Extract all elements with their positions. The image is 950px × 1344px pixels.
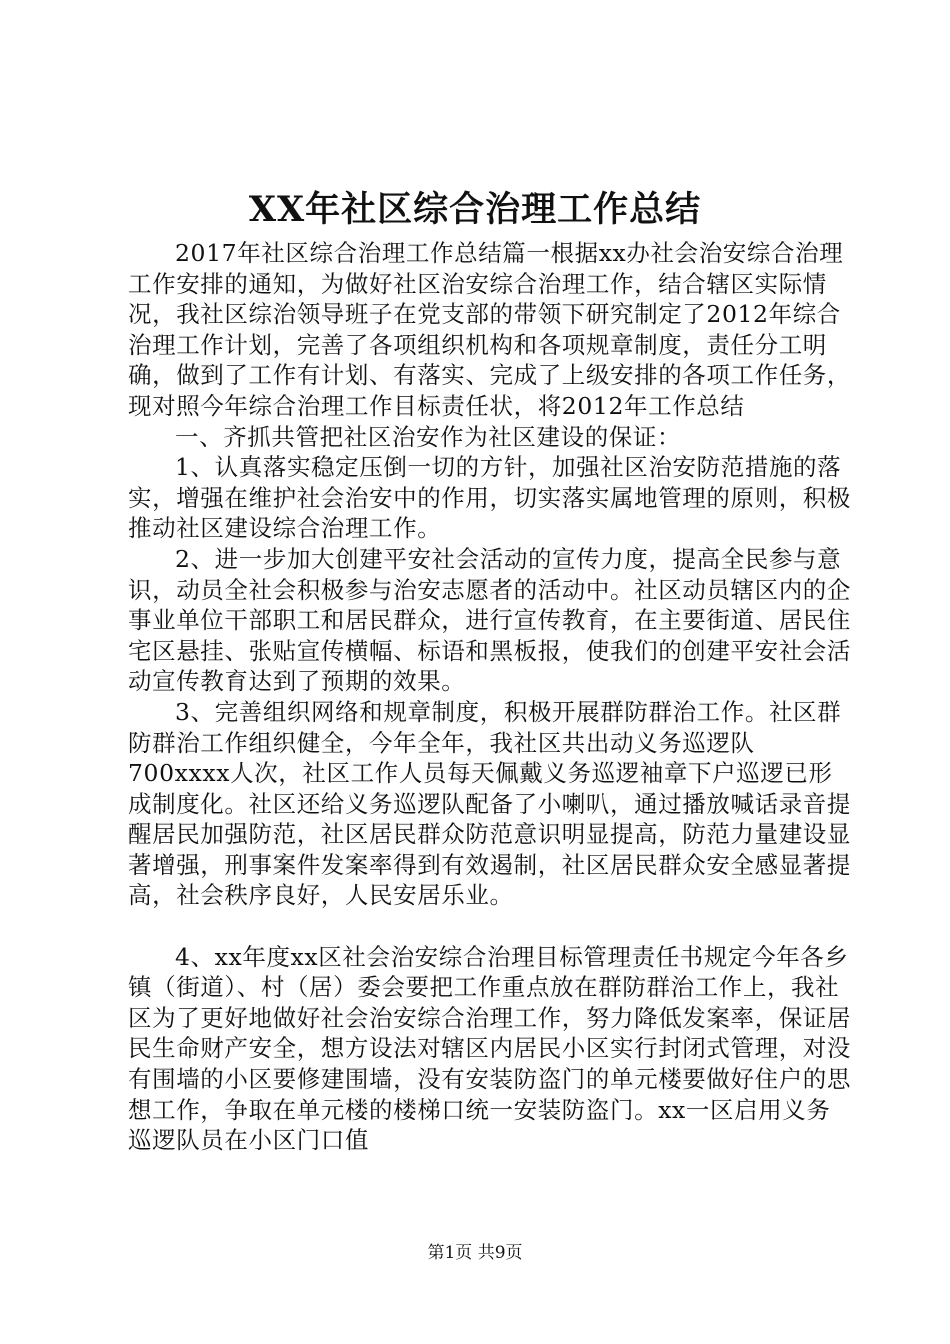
paragraph-item-4: 4、xx年度xx区社会治安综合治理目标管理责任书规定今年各乡镇（街道）、村（居）委会要把工作重点放在群防群治工作上，我社区为了更好地做好社会治安综合治理工作，努力降低发案率，保证居民生命财产安全，想方设法对辖区内居民小区实行封闭式管理，对没有围墙的小区要修建围墙，没有安装防盗门的单元楼要做好住户的思想工作，争取在单元楼的楼梯口统一安装防盗门。xx一区启用义务巡逻队员在小区门口值 — [128, 942, 851, 1155]
paragraph-item-1: 1、认真落实稳定压倒一切的方针，加强社区治安防范措施的落实，增强在维护社会治安中的作用，切实落实属地管理的原则，积极推动社区建设综合治理工作。 — [128, 453, 851, 543]
document-title: XX年社区综合治理工作总结 — [248, 189, 702, 230]
paragraph-item-2: 2、进一步加大创建平安社会活动的宣传力度，提高全民参与意识，动员全社会积极参与治安志愿者的活动中。社区动员辖区内的企事业单位干部职工和居民群众，进行宣传教育，在主要街道、居民住宅区悬挂、张贴宣传横幅、标语和黑板报，使我们的创建平安社会活动宣传教育达到了预期的效果。 — [128, 544, 851, 696]
paragraph-item-3: 3、完善组织网络和规章制度，积极开展群防群治工作。社区群防群治工作组织健全，今年全年，我社区共出动义务巡逻队700xxxx人次，社区工作人员每天佩戴义务巡逻袖章下户巡逻已形成制度化。社区还给义务巡逻队配备了小喇叭，通过播放喊话录音提醒居民加强防范，社区居民群众防范意识明显提高，防范力量建设显著增强，刑事案件发案率得到有效遏制，社区居民群众安全感显著提高，社会秩序良好，人民安居乐业。 — [128, 697, 851, 910]
paragraph-gap — [128, 911, 852, 942]
page-footer: 第1页 共9页 — [427, 1243, 523, 1263]
paragraph-intro: 2017年社区综合治理工作总结篇一根据xx办社会治安综合治理工作安排的通知，为做好社区治安综合治理工作，结合辖区实际情况，我社区综治领导班子在党支部的带领下研究制定了2012年综合治理工作计划，完善了各项组织机构和各项规章制度，责任分工明确，做到了工作有计划、有落实、完成了上级安排的各项工作任务，现对照今年综合治理工作目标责任状，将2012年工作总结 — [128, 239, 851, 420]
paragraph-section-heading: 一、齐抓共管把社区治安作为社区建设的保证： — [175, 422, 682, 451]
document-body — [128, 238, 852, 1156]
